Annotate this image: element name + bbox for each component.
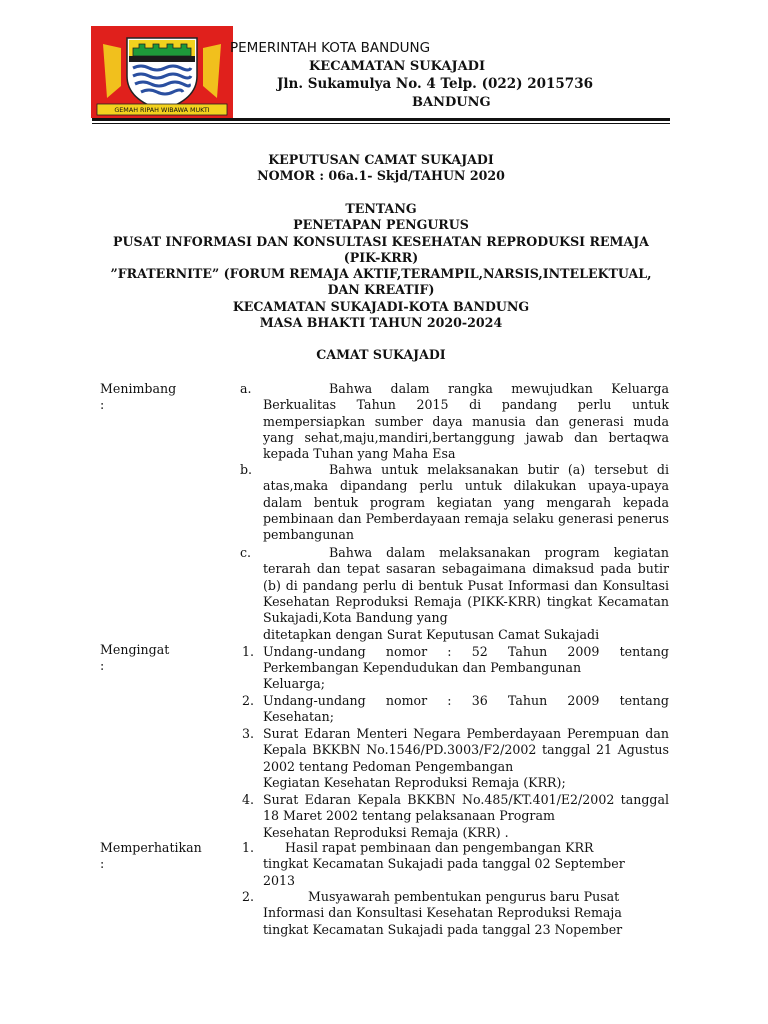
section-label: Memperhatikan bbox=[100, 840, 202, 855]
header-rule-thick bbox=[92, 118, 670, 121]
header-city: BANDUNG bbox=[412, 95, 491, 110]
subject-line: DAN KREATIF) bbox=[327, 282, 435, 298]
section-label: Menimbang bbox=[100, 381, 177, 396]
header-rule-thin bbox=[92, 123, 670, 124]
mengingat-item-1: Undang-undang nomor : 52 Tahun 2009 tentang Perkembangan Kependudukan dan Pembangunan bbox=[263, 644, 669, 676]
item-line: tingkat Kecamatan Sukajadi pada tanggal 02 September bbox=[263, 856, 625, 872]
item-text: Bahwa dalam melaksanakan program kegiatan terarah dan tepat sasaran sebagaimana dimaksud pada butir (b) di pandang perlu di bentuk Pusat Informasi dan Konsultasi Kesehatan Reproduksi Remaja (PIKK-KRR) tingkat Kecamatan Sukajadi,Kota Bandung yang bbox=[263, 545, 669, 626]
item-text: Hasil rapat pembinaan dan pengembangan KRR bbox=[285, 840, 594, 855]
mengingat-label bbox=[100, 642, 169, 675]
item-marker: c. bbox=[240, 545, 252, 560]
memperhatikan-item-1 bbox=[263, 840, 669, 889]
mengingat-item-3-last: Kegiatan Kesehatan Reproduksi Remaja (KRR); bbox=[263, 775, 566, 790]
logo-motto: GEMAH RIPAH WIBAWA MUKTI bbox=[114, 106, 210, 114]
mengingat-item-2: Undang-undang nomor : 36 Tahun 2009 tentang bbox=[263, 693, 669, 708]
memperhatikan-item-2 bbox=[263, 889, 669, 938]
subject-line: KECAMATAN SUKAJADI-KOTA BANDUNG bbox=[232, 298, 530, 314]
item-marker: 1. bbox=[242, 644, 255, 659]
item-text: Musyawarah pembentukan pengurus baru Pusat bbox=[308, 889, 620, 904]
issuer-title: CAMAT SUKAJADI bbox=[316, 347, 446, 362]
section-label: Mengingat bbox=[100, 642, 170, 657]
item-line bbox=[263, 840, 669, 856]
item-marker: b. bbox=[240, 462, 253, 477]
item-text: Bahwa dalam rangka mewujudkan Keluarga Berkualitas Tahun 2015 di pandang perlu untuk mempersiapkan sumber daya manusia dan generasi muda yang sehat,maju,mandiri,bertanggung jawab dan bertaqwa kepada Tuhan yang Maha Esa bbox=[263, 381, 669, 462]
city-emblem-logo bbox=[91, 26, 233, 118]
subject-line: PENETAPAN PENGURUS bbox=[293, 217, 469, 233]
mengingat-item-3: Surat Edaran Menteri Negara Pemberdayaan Perempuan dan Kepala BKKBN No.1546/PD.3003/F2/2002 tanggal 21 Agustus 2002 tentang Pedoman Pengembangan bbox=[263, 726, 669, 774]
subject-line: TENTANG bbox=[345, 201, 417, 216]
subject-line: ”FRATERNITE” (FORUM REMAJA AKTIF,TERAMPIL,NARSIS,INTELEKTUAL, bbox=[110, 266, 652, 282]
subject-line: MASA BHAKTI TAHUN 2020-2024 bbox=[259, 315, 503, 331]
item-line: 2013 bbox=[263, 872, 296, 888]
mengingat-item-4-last: Kesehatan Reproduksi Remaja (KRR) . bbox=[263, 825, 509, 840]
item-line: Informasi dan Konsultasi Kesehatan Reproduksi Remaja bbox=[263, 905, 622, 921]
header-address: Jln. Sukamulya No. 4 Telp. (022) 2015736 bbox=[277, 76, 593, 92]
item-line: tingkat Kecamatan Sukajadi pada tanggal 23 Nopember bbox=[263, 921, 623, 937]
menimbang-item-c-last-line: ditetapkan dengan Surat Keputusan Camat Sukajadi bbox=[263, 627, 600, 642]
section-colon: : bbox=[100, 397, 105, 413]
section-colon: : bbox=[100, 856, 105, 872]
issuer-heading bbox=[92, 347, 670, 363]
section-colon: : bbox=[100, 658, 105, 674]
menimbang-item-c bbox=[263, 545, 669, 626]
mengingat-item-2-last: Kesehatan; bbox=[263, 709, 334, 724]
menimbang-label bbox=[100, 381, 176, 414]
header-district: KECAMATAN SUKAJADI bbox=[309, 59, 486, 74]
item-line bbox=[263, 889, 669, 905]
item-marker: 2. bbox=[242, 693, 255, 708]
decree-title bbox=[92, 152, 670, 185]
mengingat-item-1-last: Keluarga; bbox=[263, 676, 326, 691]
item-marker: 3. bbox=[242, 726, 255, 741]
decree-number: NOMOR : 06a.1- Skjd/TAHUN 2020 bbox=[257, 168, 505, 184]
item-marker: 2. bbox=[242, 889, 255, 904]
item-marker: 4. bbox=[242, 792, 255, 807]
item-marker: a. bbox=[240, 381, 252, 396]
item-marker: 1. bbox=[242, 840, 255, 855]
menimbang-item-b bbox=[263, 462, 669, 543]
menimbang-item-a bbox=[263, 381, 669, 462]
mengingat-item-4: Surat Edaran Kepala BKKBN No.485/KT.401/E2/2002 tanggal 18 Maret 2002 tentang pelaksanaan Program bbox=[263, 792, 669, 824]
subject-line: PUSAT INFORMASI DAN KONSULTASI KESEHATAN REPRODUKSI REMAJA bbox=[113, 233, 649, 249]
subject-line: (PIK-KRR) bbox=[343, 249, 419, 265]
item-text: Bahwa untuk melaksanakan butir (a) tersebut di atas,maka dipandang perlu untuk dilakukan upaya-upaya dalam bentuk program kegiatan yang mengarah kepada pembinaan dan Pemberdayaan remaja selaku generasi penerus pembangunan bbox=[263, 462, 669, 543]
memperhatikan-label bbox=[100, 840, 202, 873]
decree-subject bbox=[92, 201, 670, 331]
decree-title-line: KEPUTUSAN CAMAT SUKAJADI bbox=[268, 152, 494, 167]
header-government: PEMERINTAH KOTA BANDUNG bbox=[230, 40, 431, 56]
